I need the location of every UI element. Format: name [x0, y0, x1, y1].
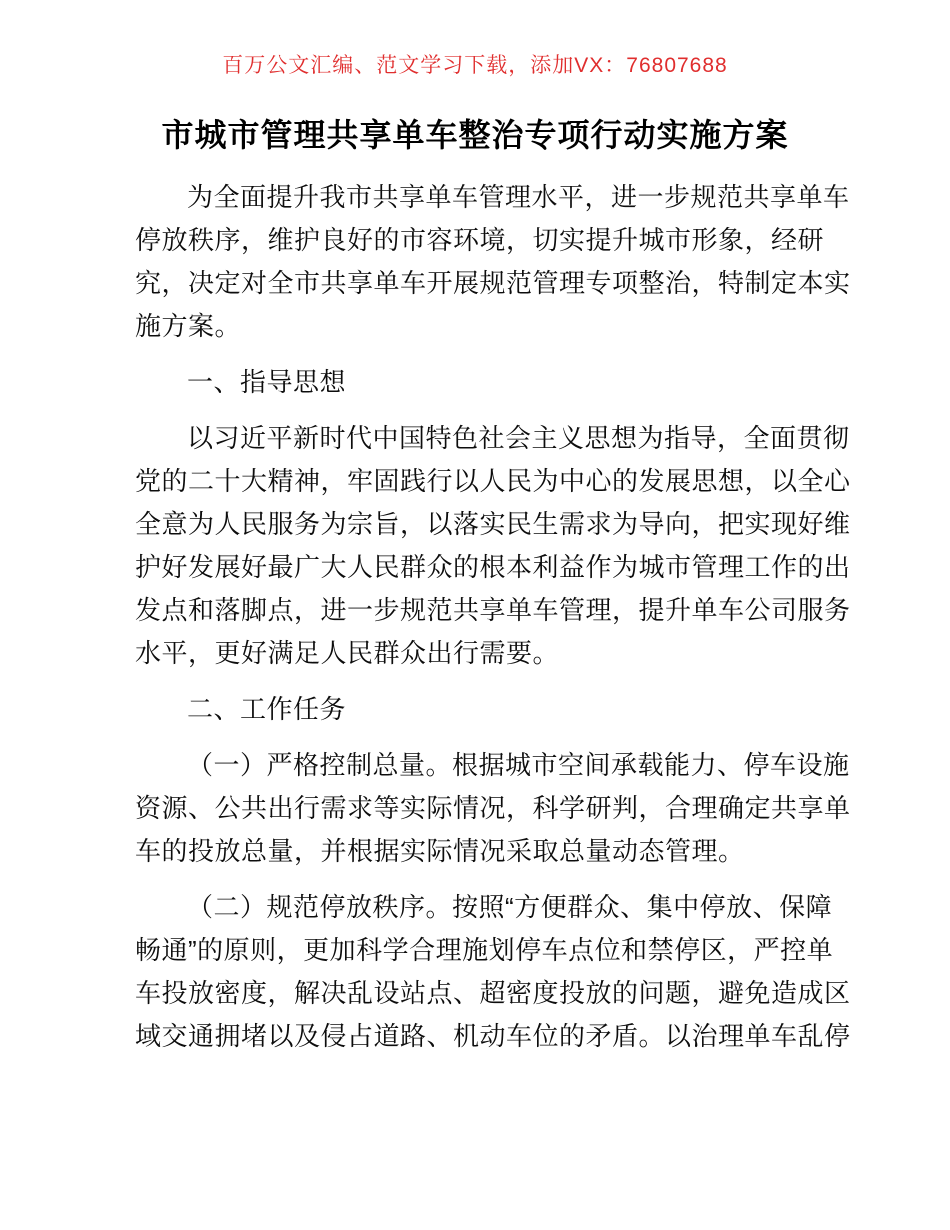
- paragraph-line: 车的投放总量，并根据实际情况采取总量动态管理。: [135, 836, 745, 866]
- paragraph-spacer: [135, 1058, 835, 1071]
- paragraph-line: 水平，更好满足人民群众出行需要。: [135, 638, 560, 668]
- document-title: 市城市管理共享单车整治专项行动实施方案: [161, 117, 789, 153]
- paragraph-spacer: [135, 348, 835, 361]
- paragraph-line: 发点和落脚点，进一步规范共享单车管理，提升单车公司服务: [135, 595, 851, 625]
- paragraph-line: 畅通”的原则，更加科学合理施划停车点位和禁停区，严控单: [135, 935, 834, 965]
- document-body: [135, 176, 851, 1071]
- paragraph-line: 施方案。: [135, 311, 242, 341]
- paragraph-line: 全意为人民服务为宗旨，以落实民生需求为导向，把实现好维: [135, 509, 851, 539]
- paragraph-line: 以习近平新时代中国特色社会主义思想为指导，全面贯彻: [187, 423, 850, 453]
- section-heading: 二、工作任务: [187, 694, 347, 724]
- paragraph-line: 党的二十大精神，牢固践行以人民为中心的发展思想，以全心: [135, 466, 851, 496]
- paragraph-spacer: [135, 873, 835, 886]
- section-heading: 一、指导思想: [187, 367, 347, 397]
- paragraph-line: （二）规范停放秩序。按照“方便群众、集中停放、保障: [187, 892, 833, 922]
- paragraph-line: 资源、公共出行需求等实际情况，科学研判，合理确定共享单: [135, 793, 851, 823]
- paragraph-line: 域交通拥堵以及侵占道路、机动车位的矛盾。以治理单车乱停: [135, 1021, 851, 1051]
- promo-header-text: 百万公文汇编、范文学习下载，添加VX：76807688: [222, 54, 728, 77]
- paragraph-line: 车投放密度，解决乱设站点、超密度投放的问题，避免造成区: [135, 978, 851, 1008]
- paragraph-line: （一）严格控制总量。根据城市空间承载能力、停车设施: [187, 750, 850, 780]
- paragraph-line: 护好发展好最广大人民群众的根本利益作为城市管理工作的出: [135, 552, 851, 582]
- paragraph-line: 停放秩序，维护良好的市容环境，切实提升城市形象，经研: [135, 225, 825, 255]
- paragraph-spacer: [135, 404, 835, 417]
- paragraph-spacer: [135, 675, 835, 688]
- paragraph-spacer: [135, 731, 835, 744]
- paragraph-line: 为全面提升我市共享单车管理水平，进一步规范共享单车: [187, 182, 850, 212]
- paragraph-line: 究，决定对全市共享单车开展规范管理专项整治，特制定本实: [135, 268, 851, 298]
